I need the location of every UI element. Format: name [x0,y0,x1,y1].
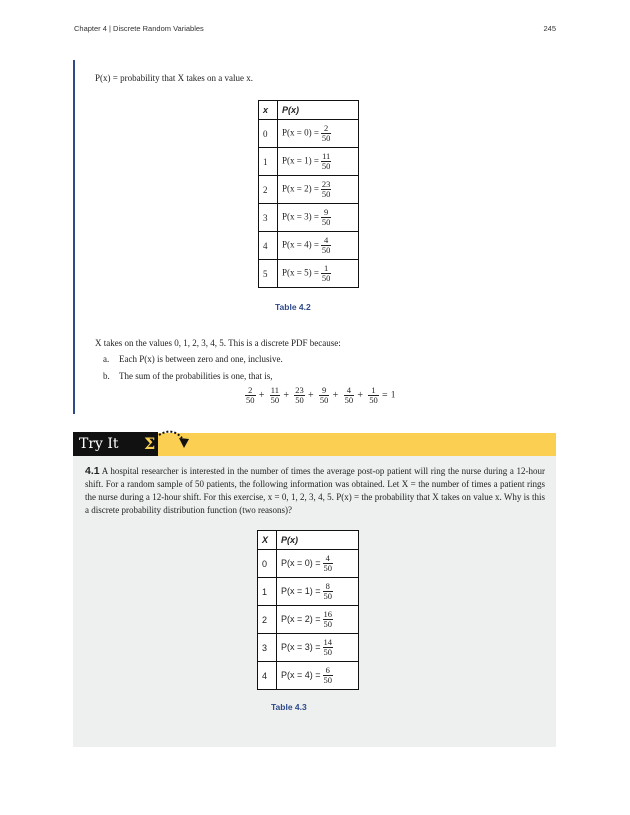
probability-expression: P(x = 1) = [281,585,321,596]
denominator: 50 [323,675,333,685]
x-value: 4 [258,662,277,690]
probability-expression: P(x = 5) = [282,267,319,278]
page-number: 245 [543,24,556,33]
numerator: 1 [368,386,379,396]
x-value: 0 [258,550,277,578]
probability-cell [278,176,359,204]
table-caption: Table 4.2 [275,302,311,312]
denominator: 50 [295,395,304,405]
table-row [259,232,359,260]
fraction [321,124,332,143]
plus-sign: + [258,390,265,401]
try-it-title: Try It [73,432,158,456]
discrete-statement: X takes on the values 0, 1, 2, 3, 4, 5. This is a discrete PDF because: [95,338,341,348]
denominator: 50 [323,563,333,573]
plus-sign: + [308,390,314,401]
numerator: 2 [245,386,256,396]
table-row [259,204,359,232]
probability-cell [278,120,359,148]
table-row [259,148,359,176]
numerator: 6 [323,666,334,676]
fraction [270,386,281,405]
x-value: 5 [259,260,278,288]
x-value: 2 [258,606,277,634]
plus-sign: + [332,390,339,401]
probability-expression: P(x = 0) = [281,557,321,568]
numerator: 4 [344,386,355,396]
table-4-3 [257,530,359,690]
fraction [321,152,332,171]
fraction [321,264,332,283]
numerator: 9 [321,208,332,218]
denominator: 50 [321,133,331,143]
equals-sign: = [381,390,388,401]
reason-text: Each P(x) is between zero and one, inclusive. [119,354,283,364]
sum-equation [243,386,395,405]
page-header [74,24,556,38]
reason-label: a. [103,354,110,364]
fraction [319,386,330,405]
denominator: 50 [270,395,280,405]
denominator: 50 [323,591,333,601]
header-px: P(x) [277,531,359,550]
fraction [323,582,334,601]
sum-result: 1 [390,389,396,400]
numerator: 11 [270,385,279,395]
probability-cell [277,634,359,662]
x-value: 1 [258,578,277,606]
table-row [258,634,359,662]
reason-item [103,371,272,381]
probability-cell [277,606,359,634]
denominator: 50 [321,161,331,171]
fraction [323,638,334,657]
probability-cell [277,550,359,578]
fraction [323,554,334,573]
probability-expression: P(x = 3) = [281,641,321,652]
fraction [323,610,334,629]
table-header-row [258,531,359,550]
denominator: 50 [323,647,333,657]
reason-text: The sum of the probabilities is one, that is, [119,371,273,381]
probability-cell [277,662,359,690]
denominator: 50 [321,189,331,199]
probability-cell [277,578,359,606]
table-row [258,662,359,690]
denominator: 50 [321,245,331,255]
probability-expression: P(x = 3) = [282,211,319,222]
fraction [344,386,355,405]
svg-text:Σ: Σ [144,434,156,453]
numerator: 4 [323,554,334,564]
numerator: 8 [323,582,334,592]
table-row [259,260,359,288]
table-row [258,550,359,578]
table-row [259,120,359,148]
probability-expression: P(x = 1) = [282,155,319,166]
problem-statement [85,465,545,517]
numerator: 1 [321,264,332,274]
reason-label: b. [103,371,110,381]
probability-expression: P(x = 2) = [282,183,319,194]
header-x: x [259,101,278,120]
x-value: 3 [258,634,277,662]
probability-cell [278,204,359,232]
numerator: 9 [319,386,330,396]
table-row [259,176,359,204]
x-value: 1 [259,148,278,176]
header-px: P(x) [278,101,359,120]
denominator: 50 [319,395,329,405]
denominator: 50 [246,395,255,405]
plus-sign: + [357,390,363,401]
probability-expression: P(x = 2) = [281,613,321,624]
fraction [245,386,256,405]
fraction [323,666,334,685]
fraction [321,236,332,255]
numerator: 16 [323,609,333,619]
problem-text: A hospital researcher is interested in the number of times the average post-op patient will ring the nurse during a 12-hour shift. For a random sample of 50 patients, the following information was obtained. Let X = the number of times a patient rings the nurse during a 12-hour shift. For this exercise, x = 0, 1, 2, 3, 4, 5. P(x) = the probability that X takes on value x. Why is this a discrete probability distribution function (two reasons)? [85,466,545,515]
fraction [294,386,305,405]
x-value: 0 [259,120,278,148]
fraction [321,180,332,199]
numerator: 11 [322,151,331,161]
table-caption: Table 4.3 [271,702,307,712]
try-it-body [73,456,556,747]
probability-expression: P(x = 4) = [282,239,319,250]
denominator: 50 [323,619,333,629]
probability-expression: P(x = 4) = [281,669,321,680]
x-value: 3 [259,204,278,232]
numerator: 23 [295,385,304,395]
numerator: 2 [321,124,332,134]
probability-cell [278,232,359,260]
header-x: X [258,531,277,550]
problem-number: 4.1 [85,465,100,477]
fraction [321,208,332,227]
probability-cell [278,260,359,288]
probability-cell [278,148,359,176]
x-value: 4 [259,232,278,260]
fraction [368,386,379,405]
x-value: 2 [259,176,278,204]
chapter-title: Chapter 4 | Discrete Random Variables [74,24,204,33]
denominator: 50 [369,395,378,405]
table-row [258,578,359,606]
numerator: 14 [323,637,333,647]
reason-item [103,354,283,364]
denominator: 50 [321,273,331,283]
try-it-icon [142,428,194,456]
denominator: 50 [344,395,354,405]
denominator: 50 [321,217,331,227]
table-header-row [259,101,359,120]
plus-sign: + [283,390,290,401]
example-block [73,60,545,414]
table-4-2 [258,100,359,288]
pdf-definition: P(x) = probability that X takes on a value x. [95,73,254,83]
numerator: 23 [321,179,331,189]
table-row [258,606,359,634]
probability-expression: P(x = 0) = [282,127,319,138]
numerator: 4 [321,236,332,246]
